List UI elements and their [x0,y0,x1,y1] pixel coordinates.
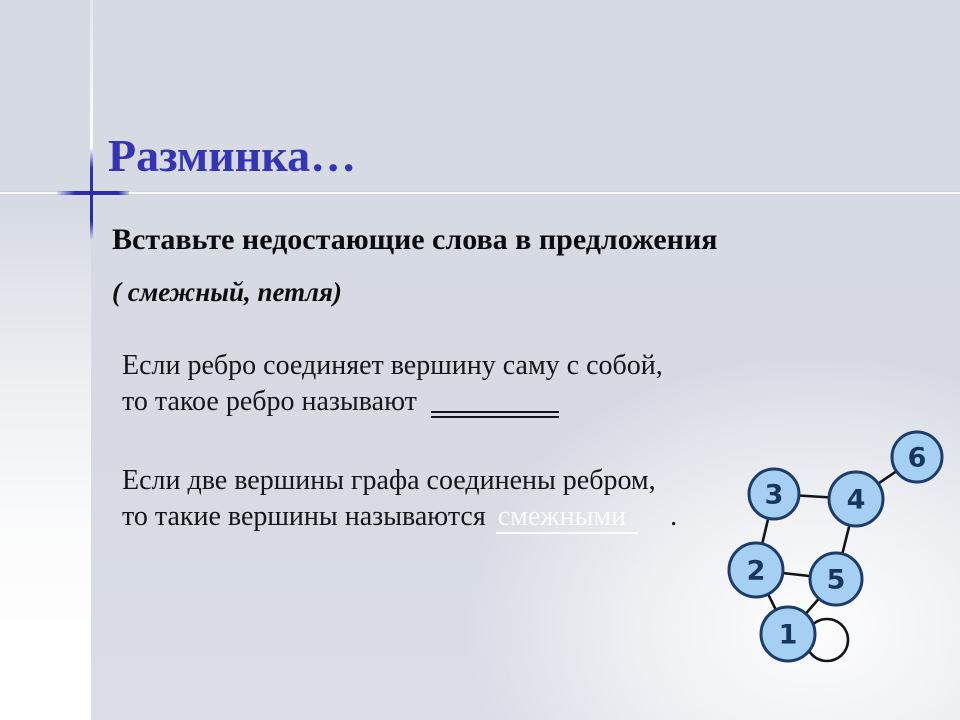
sentence-adjacent-line2: то такие вершины называются [122,501,486,532]
graph-vertex-label-3: 3 [764,479,784,511]
word-bank: ( смежный, петля) [112,277,342,307]
sentence-loop [122,348,663,420]
left-accent-strip [0,0,91,720]
slide-title: Разминка… [108,130,357,181]
graph-vertex-label-1: 1 [778,619,798,651]
sentence-loop-line2: то такое ребро называют [122,386,417,417]
fill-in-blank-line [431,411,559,418]
graph-vertex-label-2: 2 [746,555,766,587]
horizontal-divider-line [0,191,960,195]
graph-vertex-label-4: 4 [846,484,866,516]
sentence-loop-line1: Если ребро соединяет вершину саму с собой, [122,350,663,381]
graph-diagram [718,418,958,718]
faint-answer-word: смежными [496,501,638,534]
sentence-adjacent-line1: Если две вершины графа соединены ребром, [122,465,656,496]
sentence-adjacent [122,463,677,535]
task-instruction: Вставьте недостающие слова в предложения [112,223,718,256]
horizontal-divider-blue-segment [57,191,129,195]
graph-vertex-label-6: 6 [907,442,927,474]
sentence-period: . [670,501,678,532]
graph-vertex-label-5: 5 [826,564,846,596]
